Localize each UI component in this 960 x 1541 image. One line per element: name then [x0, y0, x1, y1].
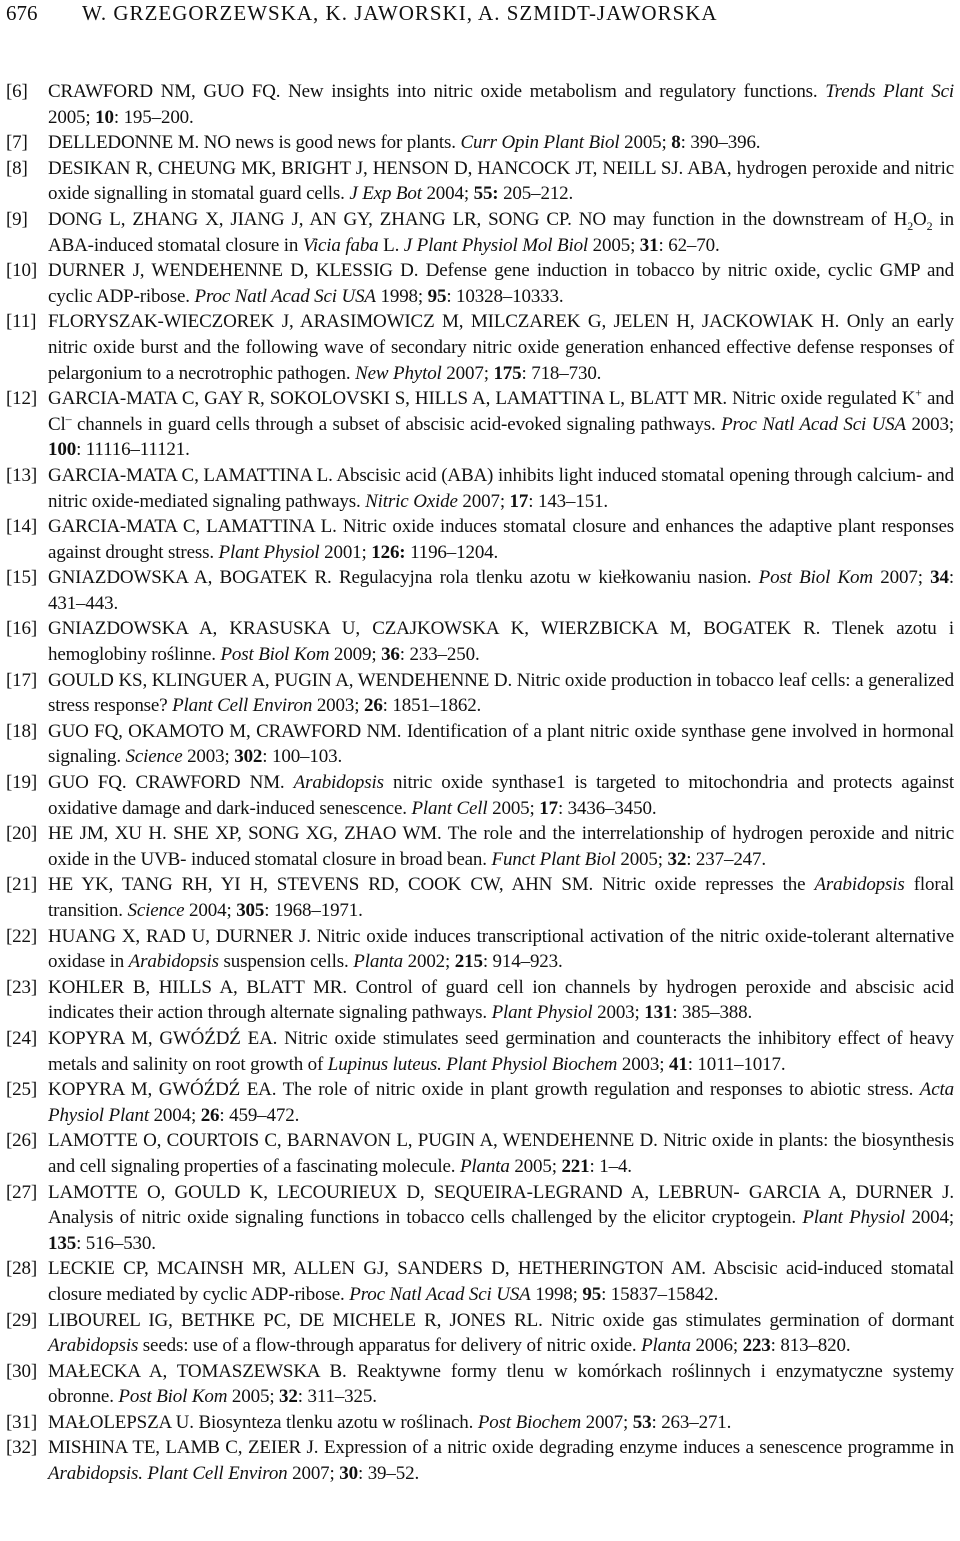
subscript: 2	[926, 218, 933, 233]
reference-volume: 17	[539, 797, 558, 819]
reference-text: and Cl	[48, 388, 954, 435]
reference-italic-text: Vicia faba	[302, 234, 379, 256]
reference-text: 2007;	[441, 362, 494, 384]
reference-text: 2005;	[509, 1155, 562, 1177]
reference-text: LAMOTTE O, COURTOIS C, BARNAVON L, PUGIN A, WENDEHENNE D. Nitric oxide in plants: the biosynthesis and cell signaling properties of a fascinating molecule.	[48, 1130, 954, 1177]
reference-italic-text: Post Biol Kom	[118, 1386, 228, 1408]
reference-text: O	[913, 208, 927, 230]
reference-label: [29]	[6, 1309, 38, 1331]
reference-text: 2007;	[457, 490, 510, 512]
reference-text: 2006;	[690, 1335, 743, 1357]
reference-volume: 26	[363, 695, 383, 717]
reference-text: channels in guard cells through a subset of abscisic acid-evoked signaling pathways.	[71, 413, 722, 435]
page-number: 676	[6, 1, 38, 25]
reference-entry	[6, 975, 954, 1026]
reference-text: 2001;	[319, 541, 372, 563]
reference-italic-text: Planta	[641, 1335, 691, 1357]
reference-text: 2009;	[329, 644, 382, 666]
reference-volume: 17	[509, 490, 529, 512]
reference-entry	[6, 1256, 954, 1307]
reference-text: GOULD KS, KLINGUER A, PUGIN A, WENDEHENNE D. Nitric oxide production in tobacco leaf cells: a generalized stress response?	[48, 669, 954, 717]
reference-text: DONG L, ZHANG X, JIANG J, AN GY, ZHANG LR, SONG CP. NO may function in the downstream of H	[48, 208, 908, 230]
reference-text: : 914–923.	[482, 951, 563, 973]
reference-entry	[6, 1180, 954, 1257]
reference-italic-text: Science	[127, 900, 185, 921]
reference-volume: 126:	[371, 541, 406, 563]
reference-text: MISHINA TE, LAMB C, ZEIER J. Expression of a nitric oxide degrading enzyme induces a senescence programme in	[48, 1437, 954, 1459]
reference-label: [26]	[6, 1130, 38, 1152]
reference-text: 1998;	[530, 1283, 583, 1305]
reference-italic-text: Nitric Oxide	[365, 490, 458, 512]
reference-text: MAŁOLEPSZA U. Biosynteza tlenku azotu w roślinach.	[48, 1411, 478, 1433]
reference-text: : 3436–3450.	[557, 797, 657, 819]
reference-entry	[6, 719, 954, 770]
reference-entry	[6, 463, 954, 514]
reference-volume: 31	[639, 234, 659, 256]
superscript: +	[915, 385, 922, 400]
reference-entry	[6, 1026, 954, 1077]
reference-label: [7]	[6, 132, 28, 154]
reference-italic-text: Science	[125, 746, 183, 768]
reference-text: : 813–820.	[770, 1335, 851, 1357]
reference-volume: 32	[279, 1386, 298, 1408]
reference-entry	[6, 872, 954, 923]
reference-volume: 223	[742, 1335, 771, 1357]
reference-volume: 100	[48, 439, 77, 461]
reference-label: [25]	[6, 1079, 38, 1101]
reference-text: KOPYRA M, GWÓŹDŹ EA. Nitric oxide stimulates seed germination and counteracts the inhibitory effect of heavy metals and salinity on root growth of	[48, 1027, 954, 1075]
subscript: 2	[907, 218, 914, 233]
reference-text: 1196–1204.	[405, 541, 499, 563]
reference-label: [31]	[6, 1411, 38, 1433]
reference-entry	[6, 79, 954, 130]
reference-label: [23]	[6, 976, 38, 998]
reference-volume: 55:	[473, 183, 499, 205]
reference-label: [11]	[6, 311, 37, 333]
reference-text: 2005;	[48, 106, 96, 128]
reference-italic-text: Post Biol Kom	[758, 567, 873, 589]
reference-italic-text: Planta	[459, 1155, 510, 1177]
reference-text: : 516–530.	[76, 1232, 156, 1254]
reference-volume: 135	[48, 1232, 77, 1254]
reference-text: 2003;	[312, 695, 364, 717]
reference-entry	[6, 1435, 954, 1486]
reference-volume: 215	[454, 951, 483, 973]
reference-text: CRAWFORD NM, GUO FQ. New insights into nitric oxide metabolism and regulatory functions.	[48, 81, 826, 102]
reference-text: : 431–443.	[48, 567, 954, 614]
reference-volume: 95	[582, 1283, 602, 1305]
reference-text: : 718–730.	[521, 362, 602, 384]
reference-label: [27]	[6, 1181, 38, 1203]
reference-text: : 233–250.	[399, 644, 480, 666]
reference-text: : 10328–10333.	[446, 285, 564, 307]
reference-volume: 175	[493, 362, 522, 384]
reference-text: 1998;	[375, 285, 428, 307]
reference-italic-text: Arabidopsis	[48, 1335, 139, 1357]
reference-text: floral transition.	[48, 874, 954, 921]
reference-label: [30]	[6, 1360, 38, 1382]
reference-italic-text: Plant Physiol	[802, 1207, 906, 1229]
reference-italic-text: New Phytol	[355, 362, 442, 384]
reference-text: : 385–388.	[672, 1002, 753, 1024]
reference-text: DURNER J, WENDEHENNE D, KLESSIG D. Defense gene induction in tobacco by nitric oxide, cyclic GMP and cyclic ADP-ribose.	[48, 260, 954, 307]
reference-entry	[6, 1128, 954, 1179]
reference-volume: 53	[632, 1411, 652, 1433]
reference-text: 2002;	[403, 951, 455, 973]
reference-text: 2005;	[615, 848, 668, 870]
reference-volume: 36	[381, 644, 400, 666]
reference-volume: 41	[668, 1053, 688, 1075]
reference-text: : 311–325.	[297, 1386, 377, 1408]
reference-label: [20]	[6, 823, 38, 845]
reference-text: 2003;	[182, 746, 235, 768]
reference-italic-text: Proc Natl Acad Sci USA	[721, 413, 906, 435]
reference-text: FLORYSZAK-WIECZOREK J, ARASIMOWICZ M, MILCZAREK G, JELEN H, JACKOWIAK H. Only an early nitric oxide burst and the following wave of secondary nitric oxide generation enhanced effective defense responses of pelargonium to a necrotrophic pathogen.	[48, 311, 954, 384]
reference-text: 2005;	[487, 797, 540, 819]
reference-italic-text: J Exp Bot	[349, 183, 422, 205]
reference-italic-text: Plant Physiol	[491, 1002, 593, 1024]
reference-text: GARCIA-MATA C, GAY R, SOKOLOVSKI S, HILLS A, LAMATTINA L, BLATT MR. Nitric oxide regulated K	[48, 388, 916, 410]
reference-entry	[6, 770, 954, 821]
reference-italic-text: Plant Cell Environ	[172, 695, 313, 717]
reference-label: [24]	[6, 1027, 38, 1049]
reference-label: [19]	[6, 772, 38, 794]
reference-label: [32]	[6, 1437, 38, 1459]
reference-text: L.	[378, 234, 404, 256]
reference-volume: 30	[339, 1463, 358, 1485]
reference-text: KOPYRA M, GWÓŹDŹ EA. The role of nitric oxide in plant growth regulation and responses to abiotic stress.	[48, 1079, 920, 1101]
reference-text: 2004;	[905, 1207, 954, 1229]
reference-text: : 1851–1862.	[382, 695, 482, 717]
reference-label: [28]	[6, 1258, 38, 1280]
reference-label: [18]	[6, 720, 38, 742]
reference-entry	[6, 1077, 954, 1128]
reference-volume: 34	[930, 567, 949, 589]
reference-label: [22]	[6, 925, 38, 947]
reference-list	[6, 79, 954, 1487]
reference-text: 2004;	[184, 900, 237, 921]
reference-label: [14]	[6, 516, 38, 538]
reference-entry	[6, 1410, 954, 1436]
reference-text: : 11116–11121.	[76, 439, 190, 461]
reference-label: [9]	[6, 208, 28, 230]
reference-volume: 26	[200, 1104, 220, 1126]
reference-entry	[6, 258, 954, 309]
reference-italic-text: Trends Plant Sci	[825, 81, 954, 102]
reference-text: : 390–396.	[680, 132, 761, 154]
reference-label: [15]	[6, 567, 38, 589]
reference-italic-text: Acta Physiol Plant	[48, 1079, 954, 1126]
reference-entry	[6, 668, 954, 719]
reference-entry	[6, 1308, 954, 1359]
reference-text: suspension cells.	[218, 951, 354, 973]
reference-text: DELLEDONNE M. NO news is good news for plants.	[48, 132, 461, 154]
reference-text: HUANG X, RAD U, DURNER J. Nitric oxide induces transcriptional activation of the nitric oxide-tolerant alternative oxidase in	[48, 925, 954, 973]
reference-volume: 95	[427, 285, 447, 307]
reference-text: GUO FQ. CRAWFORD NM.	[48, 772, 294, 794]
reference-entry	[6, 156, 954, 207]
reference-italic-text: Arabidopsis	[128, 951, 219, 973]
reference-text: GNIAZDOWSKA A, BOGATEK R. Regulacyjna rola tlenku azotu w kiełkowaniu nasion.	[48, 567, 759, 589]
reference-text: : 1011–1017.	[687, 1053, 786, 1075]
reference-text: HE JM, XU H. SHE XP, SONG XG, ZHAO WM. The role and the interrelationship of hydrogen peroxide and nitric oxide in the UVB- induced stomatal closure in broad bean.	[48, 823, 954, 870]
reference-text: GNIAZDOWSKA A, KRASUSKA U, CZAJKOWSKA K, WIERZBICKA M, BOGATEK R. Tlenek azotu i hemoglobiny roślinne.	[48, 618, 954, 666]
reference-italic-text: Planta	[353, 951, 404, 973]
reference-text: : 100–103.	[262, 746, 343, 768]
reference-entry	[6, 386, 954, 463]
reference-text: 2003;	[617, 1053, 669, 1075]
reference-text: : 263–271.	[651, 1411, 732, 1433]
reference-text: : 1–4.	[589, 1155, 632, 1177]
reference-text: : 143–151.	[528, 490, 609, 512]
reference-text: : 1968–1971.	[264, 900, 363, 921]
reference-italic-text: Curr Opin Plant Biol	[460, 132, 620, 154]
superscript: –	[65, 411, 72, 426]
reference-text: 2003;	[905, 413, 954, 435]
reference-text: 2007;	[581, 1411, 633, 1433]
reference-entry	[6, 821, 954, 872]
reference-italic-text: Arabidopsis	[293, 772, 384, 794]
reference-text: 2003;	[592, 1002, 645, 1024]
reference-text: 2004;	[148, 1104, 201, 1126]
reference-text: 2007;	[872, 567, 931, 589]
reference-text: : 15837–15842.	[601, 1283, 719, 1305]
reference-entry	[6, 309, 954, 386]
reference-label: [12]	[6, 388, 38, 410]
reference-label: [17]	[6, 669, 38, 691]
reference-text: : 459–472.	[219, 1104, 300, 1126]
reference-italic-text: Arabidopsis	[814, 874, 905, 896]
reference-volume: 32	[667, 848, 687, 870]
reference-text: 2007;	[287, 1463, 340, 1485]
reference-text: nitric oxide synthase1 is targeted to mitochondria and protects against oxidative damage and dark-induced senescence.	[48, 772, 954, 819]
reference-entry	[6, 130, 954, 156]
reference-text: 2005;	[588, 234, 640, 256]
reference-italic-text: J Plant Physiol Mol Biol	[403, 234, 589, 256]
reference-label: [10]	[6, 260, 38, 282]
reference-text: : 62–70.	[658, 234, 720, 256]
reference-entry	[6, 514, 954, 565]
reference-volume: 131	[644, 1002, 673, 1024]
reference-italic-text: Arabidopsis. Plant Cell Environ	[48, 1463, 288, 1485]
running-header	[6, 0, 718, 26]
reference-italic-text: Post Biol Kom	[220, 644, 330, 666]
reference-label: [6]	[6, 81, 28, 102]
reference-entry	[6, 924, 954, 975]
reference-entry	[6, 565, 954, 616]
reference-text: : 195–200.	[113, 106, 194, 128]
reference-italic-text: Plant Cell	[411, 797, 488, 819]
reference-text: LECKIE CP, MCAINSH MR, ALLEN GJ, SANDERS D, HETHERINGTON AM. Abscisic acid-induced stomatal closure mediated by cyclic ADP-ribose.	[48, 1258, 954, 1305]
reference-italic-text: Funct Plant Biol	[491, 848, 616, 870]
reference-text: DESIKAN R, CHEUNG MK, BRIGHT J, HENSON D, HANCOCK JT, NEILL SJ. ABA, hydrogen peroxide and nitric oxide signalling in stomatal guard cells.	[48, 157, 954, 205]
reference-italic-text: Lupinus luteus. Plant Physiol Biochem	[327, 1053, 618, 1075]
reference-label: [21]	[6, 874, 38, 896]
reference-entry	[6, 1359, 954, 1410]
reference-italic-text: Plant Physiol	[218, 541, 320, 563]
running-header-authors: W. GRZEGORZEWSKA, K. JAWORSKI, A. SZMIDT-JAWORSKA	[82, 1, 718, 25]
reference-text: in ABA-induced stomatal closure in	[48, 208, 954, 256]
reference-text: LAMOTTE O, GOULD K, LECOURIEUX D, SEQUEIRA-LEGRAND A, LEBRUN- GARCIA A, DURNER J. Analysis of nitric oxide signaling functions in tobacco cells challenged by the elicitor cryptogein.	[48, 1181, 954, 1229]
reference-text: : 39–52.	[357, 1463, 420, 1485]
reference-volume: 305	[236, 900, 265, 921]
reference-text: GARCIA-MATA C, LAMATTINA L. Nitric oxide induces stomatal closure and enhances the adaptive plant responses against drought stress.	[48, 516, 954, 563]
reference-volume: 302	[234, 746, 263, 768]
reference-label: [16]	[6, 618, 38, 640]
reference-italic-text: Proc Natl Acad Sci USA	[194, 285, 376, 307]
reference-text: seeds: use of a flow-through apparatus for delivery of nitric oxide.	[138, 1335, 642, 1357]
reference-text: GARCIA-MATA C, LAMATTINA L. Abscisic acid (ABA) inhibits light induced stomatal opening through calcium- and nitric oxide-mediated signaling pathways.	[48, 464, 954, 512]
reference-label: [8]	[6, 157, 28, 179]
reference-volume: 8	[671, 132, 681, 154]
reference-text: MAŁECKA A, TOMASZEWSKA B. Reaktywne formy tlenu w komórkach roślinnych i enzymatyczne systemy obronne.	[48, 1360, 954, 1408]
reference-text: : 237–247.	[686, 848, 766, 870]
reference-volume: 221	[561, 1155, 590, 1177]
reference-text: LIBOUREL IG, BETHKE PC, DE MICHELE R, JONES RL. Nitric oxide gas stimulates germination of dormant	[48, 1309, 954, 1331]
reference-text: GUO FQ, OKAMOTO M, CRAWFORD NM. Identification of a plant nitric oxide synthase gene involved in hormonal signaling.	[48, 720, 954, 768]
reference-volume: 10	[95, 106, 114, 128]
reference-text: KOHLER B, HILLS A, BLATT MR. Control of guard cell ion channels by hydrogen peroxide and abscisic acid indicates their action through alternate signaling pathways.	[48, 976, 954, 1024]
reference-text: HE YK, TANG RH, YI H, STEVENS RD, COOK CW, AHN SM. Nitric oxide represses the	[48, 874, 815, 896]
reference-italic-text: Proc Natl Acad Sci USA	[349, 1283, 531, 1305]
reference-text: 2005;	[619, 132, 672, 154]
reference-text: 2004;	[421, 183, 474, 205]
reference-text: 205–212.	[498, 183, 574, 205]
reference-entry	[6, 207, 954, 258]
reference-label: [13]	[6, 464, 38, 486]
reference-text: 2005;	[227, 1386, 280, 1408]
reference-entry	[6, 616, 954, 667]
reference-italic-text: Post Biochem	[477, 1411, 582, 1433]
